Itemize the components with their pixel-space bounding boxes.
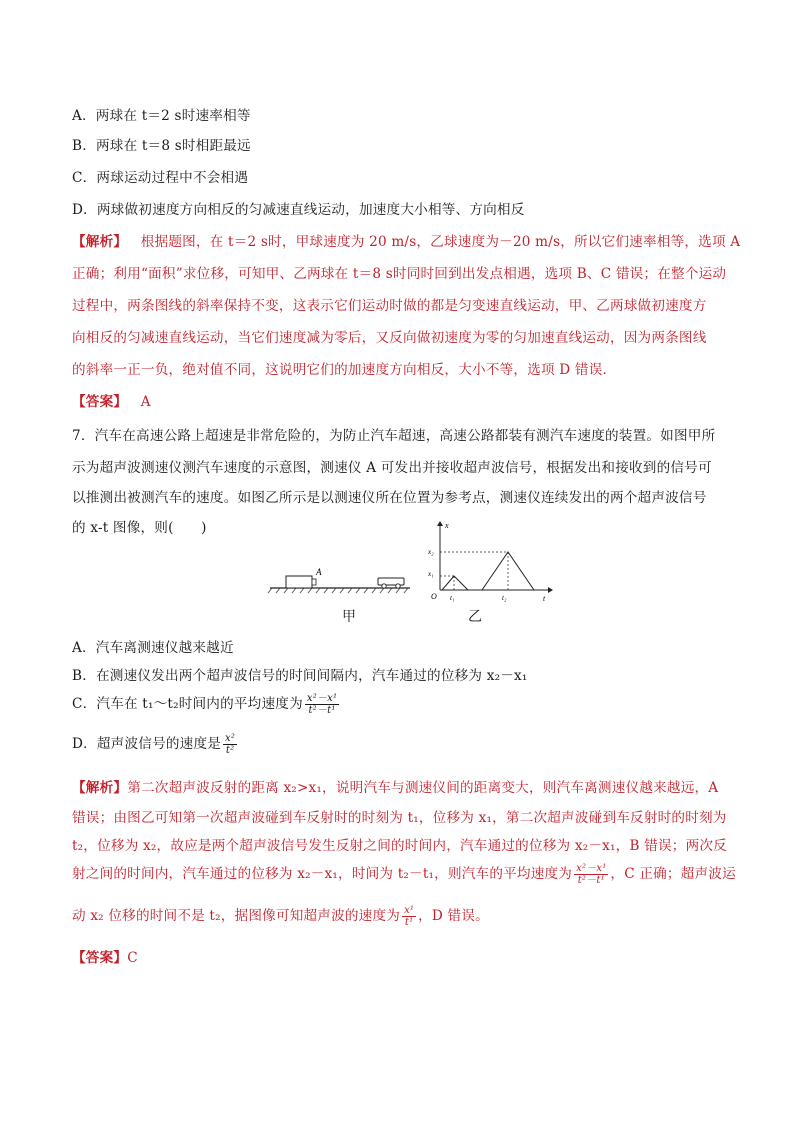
analysis-text: 根据题图，在 t＝2 s时，甲球速度为 20 m/s，乙球速度为－20 m/s，所以它们速率相等，选项 A <box>140 234 741 250</box>
figure-yi <box>427 521 553 603</box>
answer-value: C <box>127 950 138 966</box>
figure-caption-jia: 甲 <box>342 609 356 625</box>
analysis-tag: 【解析】 <box>72 234 128 250</box>
svg-text:x: x <box>445 521 449 530</box>
q7-answer <box>72 946 138 966</box>
car-body <box>378 578 404 585</box>
q6-option-d: D．两球做初速度方向相反的匀减速直线运动，加速度大小相等、方向相反 <box>72 202 525 218</box>
svg-text:t: t <box>543 594 546 603</box>
q7-stem-line-2: 示为超声波测速仪测汽车速度的示意图，测速仪 A 可发出并接收超声波信号，根据发出和接收到的信号可 <box>72 460 712 476</box>
fraction: $\frac{\text{x²}}{\text{t²}}$ <box>225 733 236 756</box>
q7-analysis-line-1: 【解析】第二次超声波反射的距离 x₂>x₁，说明汽车与测速仪间的距离变大，则汽车离测速仪越来越远，A <box>72 780 719 796</box>
fraction: $\frac{\text{x²－x¹}}{\text{t²－t¹}}$ <box>306 693 338 716</box>
q7-stem-line-1: 7．汽车在高速公路上超速是非常危险的，为防止汽车超速，高速公路都装有测汽车速度的装置。如图甲所 <box>72 428 716 444</box>
q7-analysis-line-5: 动 x₂ 位移的时间不是 t₂，据图像可知超声波的速度为 $\frac{\text{x¹}}{\text{t¹}}$ ，D 错误。 <box>72 905 489 928</box>
q6-analysis-line-3: 过程中，两条图线的斜率保持不变，这表示它们运动时做的都是匀变速直线运动，甲、乙两球做初速度方 <box>72 298 707 314</box>
svg-text:t₁: t₁ <box>450 594 455 602</box>
answer-tag: 【答案】 <box>72 950 128 966</box>
q6-option-b: B．两球在 t＝8 s时相距最远 <box>72 138 251 154</box>
q6-answer <box>72 390 151 410</box>
q7-stem-line-4: 的 x-t 图像，则( ) <box>72 520 207 536</box>
q6-analysis-line-2: 正确；利用“面积”求位移，可知甲、乙两球在 t＝8 s时同时回到出发点相遇，选项 B、C 错误；在整个运动 <box>72 266 727 282</box>
q6-analysis-line-1 <box>72 230 740 250</box>
q6-analysis-line-4: 向相反的匀减速直线运动，当它们速度减为零后，又反向做初速度为零的匀加速直线运动，因为两条图线 <box>72 330 707 346</box>
q7-analysis-line-2: 错误；由图乙可知第一次超声波碰到车反射时的时刻为 t₁，位移为 x₁，第二次超声波碰到车反射时的时刻为 <box>72 810 727 826</box>
fraction: $\frac{\text{x¹}}{\text{t¹}}$ <box>404 905 415 928</box>
svg-text:x₂: x₂ <box>428 548 434 556</box>
q7-option-d: D．超声波信号的速度是 $\frac{\text{x²}}{\text{t²}}$ <box>72 733 236 756</box>
q7-option-b: B．在测速仪发出两个超声波信号的时间间隔内，汽车通过的位移为 x₂－x₁ <box>72 668 528 684</box>
q7-stem-line-3: 以推测出被测汽车的速度。如图乙所示是以测速仪所在位置为参考点，测速仪连续发出的两个超声波信号 <box>72 490 707 506</box>
analysis-tag: 【解析】 <box>72 780 128 796</box>
q6-option-a: A．两球在 t＝2 s时速率相等 <box>72 108 251 124</box>
speed-meter-box <box>286 576 312 588</box>
q6-option-c: C．两球运动过程中不会相遇 <box>72 170 249 186</box>
q7-analysis-line-3: t₂，位移为 x₂，故应是两个超声波信号发生反射之间的时间内，汽车通过的位移为 x₂－x₁，B 错误；两次反 <box>72 838 727 854</box>
q7-option-c: C．汽车在 t₁～t₂时间内的平均速度为 $\frac{\text{x²－x¹}}{\text{t²－t¹}}$ <box>72 693 338 716</box>
q7-analysis-line-4: 射之间的时间内，汽车通过的位移为 x₂－x₁，时间为 t₂－t₁，则汽车的平均速度为 $\frac{\text{x²－x¹}}{\text{t²－t¹}}$ ，C 正确；超声波运 <box>72 863 736 886</box>
figure-caption-yi: 乙 <box>468 609 482 625</box>
svg-text:x₁: x₁ <box>428 570 434 578</box>
q7-option-a: A．汽车离测速仪越来越近 <box>72 640 234 656</box>
q7-figure <box>260 518 560 604</box>
label-a: A <box>316 567 322 577</box>
svg-text:t₂: t₂ <box>502 594 507 602</box>
q6-analysis-line-5: 的斜率一正一负，绝对值不同，这说明它们的加速度方向相反，大小不等，选项 D 错误． <box>72 362 617 378</box>
figure-jia <box>268 567 410 593</box>
answer-value: A <box>140 394 151 410</box>
answer-tag: 【答案】 <box>72 394 128 410</box>
svg-text:O: O <box>431 592 437 601</box>
fraction: $\frac{\text{x²－x¹}}{\text{t²－t¹}}$ <box>576 863 607 886</box>
